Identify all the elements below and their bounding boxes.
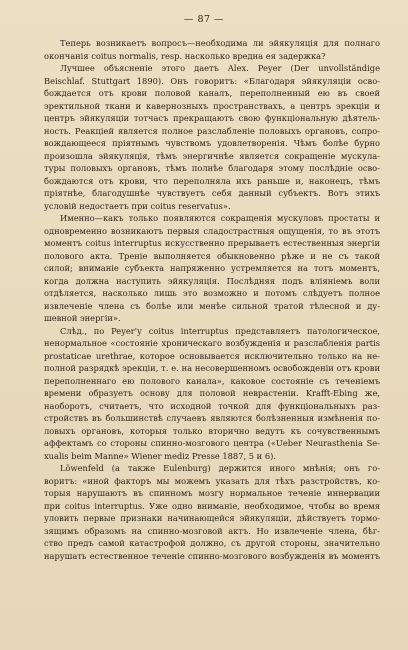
- text-line: центръ эйякуляціи тотчасъ прекращаютъ свою функціональную дѣятель-: [44, 113, 380, 123]
- text-line: нарушать естественное теченіе спинно-мозгового возбужденія въ моментъ: [44, 550, 380, 561]
- text-line: Именно—какъ только появляются сокращенія мускуловъ простаты и: [60, 213, 380, 223]
- text-line: полной разрядкѣ эрекціи, т. е. на несовершенномъ освобожденіи отъ крови: [44, 363, 380, 373]
- text-line: произошла эйякуляція, тѣмъ энергичнѣе является сокращеніе мускула-: [44, 150, 380, 161]
- body-text: [44, 37, 380, 562]
- text-line: Beischlaf. Stuttgart 1890). Онъ говоритъ: «Благодаря эйякуляціи осво-: [44, 75, 380, 86]
- text-line: ненормальное «состояніе хроническаго возбужденія и разслабленія partis: [44, 338, 380, 348]
- text-line: моментъ coitus interruptus искусственно прерываетъ естественныя энергіи: [44, 238, 380, 248]
- text-line: туры половыхъ органовъ, тѣмъ полнѣе благодаря этому послѣдніе осво-: [44, 163, 380, 173]
- text-line: зящимъ образомъ на спинно-мозговой актъ. Но извлеченіе члена, бѣг-: [44, 525, 380, 536]
- text-line: шевной энергіи».: [44, 313, 121, 323]
- text-line: стройствъ въ большинствѣ случаевъ являются болѣзненныя измѣненія по-: [44, 413, 380, 423]
- text-line: воритъ: «иной факторъ мы можемъ указать для тѣхъ разстройствъ, ко-: [44, 475, 380, 486]
- text-line: извлеченіе члена съ болѣе или менѣе сильной тратой тѣлесной и ду-: [44, 300, 380, 311]
- text-line: одновременно возникаютъ первыя сладострастныя ощущенія, то въ этотъ: [44, 225, 380, 236]
- text-line: времени образуетъ основу для половой неврастеніи. Krafft-Ebing же,: [44, 388, 380, 398]
- text-line: ность. Реакціей является полное разслабленіе половыхъ органовъ, сопро-: [44, 125, 380, 136]
- text-line: бождаются отъ крови, что переполняла ихъ раньше и, наконецъ, тѣмъ: [44, 175, 380, 186]
- text-line: эректильной ткани и кавернозныхъ пространствахъ, а центръ эрекціи и: [44, 100, 380, 111]
- text-line: ловыхъ органовъ, которыя только вторично ведутъ къ сочувственнымъ: [44, 425, 380, 436]
- text-line: окончанія coitus normalis, resp. насколько вредна ея задержка?: [44, 50, 326, 61]
- text-line: при coitus interruptus. Уже одно вниманіе, необходимое, чтобы во время: [44, 500, 380, 511]
- text-line: уловить первые признаки начинающейся эйякуляціи, дѣйствуетъ тормо-: [44, 513, 380, 523]
- text-line: полового акта. Треніе выполняется обыкновенно рѣже и не съ такой: [44, 250, 380, 261]
- text-line: вождающееся пріятнымъ чувствомъ удовлетворенія. Чѣмъ болѣе бурно: [44, 138, 380, 148]
- text-line: Слѣд., по Peyer'у coitus interruptus представляетъ патологическое,: [60, 325, 380, 336]
- text-line: пріятнѣе, благодушнѣе чувствуетъ себя данный субъектъ. Вотъ этихъ: [44, 188, 380, 198]
- text-line: Теперь возникаетъ вопросъ—необходима ли эйякуляція для полнаго: [60, 38, 380, 48]
- text-line: когда должна наступить эйякуляція. Послѣдняя подъ вліяніемъ воли: [44, 275, 380, 286]
- page-number: — 87 —: [183, 14, 225, 25]
- text-line: отдѣляется, насколько лишь это возможно и потомъ слѣдуетъ полное: [44, 288, 380, 298]
- text-line: prostaticae urethrae, которое основывается исключительно только на не-: [44, 350, 380, 361]
- text-line: условій недостаетъ при coitus reservatus».: [44, 200, 231, 211]
- text-line: Löwenfeld (а также Eulenburg) держится иного мнѣнія; онъ го-: [60, 463, 380, 473]
- text-line: торыя нарушаютъ въ спинномъ мозгу нормальное теченіе иннервации: [44, 488, 380, 498]
- text-line: наоборотъ, считаетъ, что исходной точкой для функціональныхъ раз-: [44, 400, 380, 411]
- text-line: аффектамъ со стороны спинно-мозгового центра («Ueber Neurasthenia Se-: [44, 438, 380, 448]
- text-line: силой; вниманіе субъекта напряженно устремляется на тотъ моментъ,: [44, 263, 380, 273]
- text-line: переполненнаго ею полового канала», каковое состояніе съ теченіемъ: [44, 375, 380, 386]
- text-line: бождается отъ крови половой каналъ, переполненный ею въ своей: [44, 88, 380, 98]
- text-line: ство предъ самой катастрофой должно, съ другой стороны, значительно: [44, 538, 380, 548]
- text-line: Лучшее объясненіе этого даетъ Alex. Peyer (Der unvollständige: [60, 63, 380, 73]
- text-line: xualis beim Manne» Wiener mediz Presse 1887, 5 и 6).: [44, 450, 277, 461]
